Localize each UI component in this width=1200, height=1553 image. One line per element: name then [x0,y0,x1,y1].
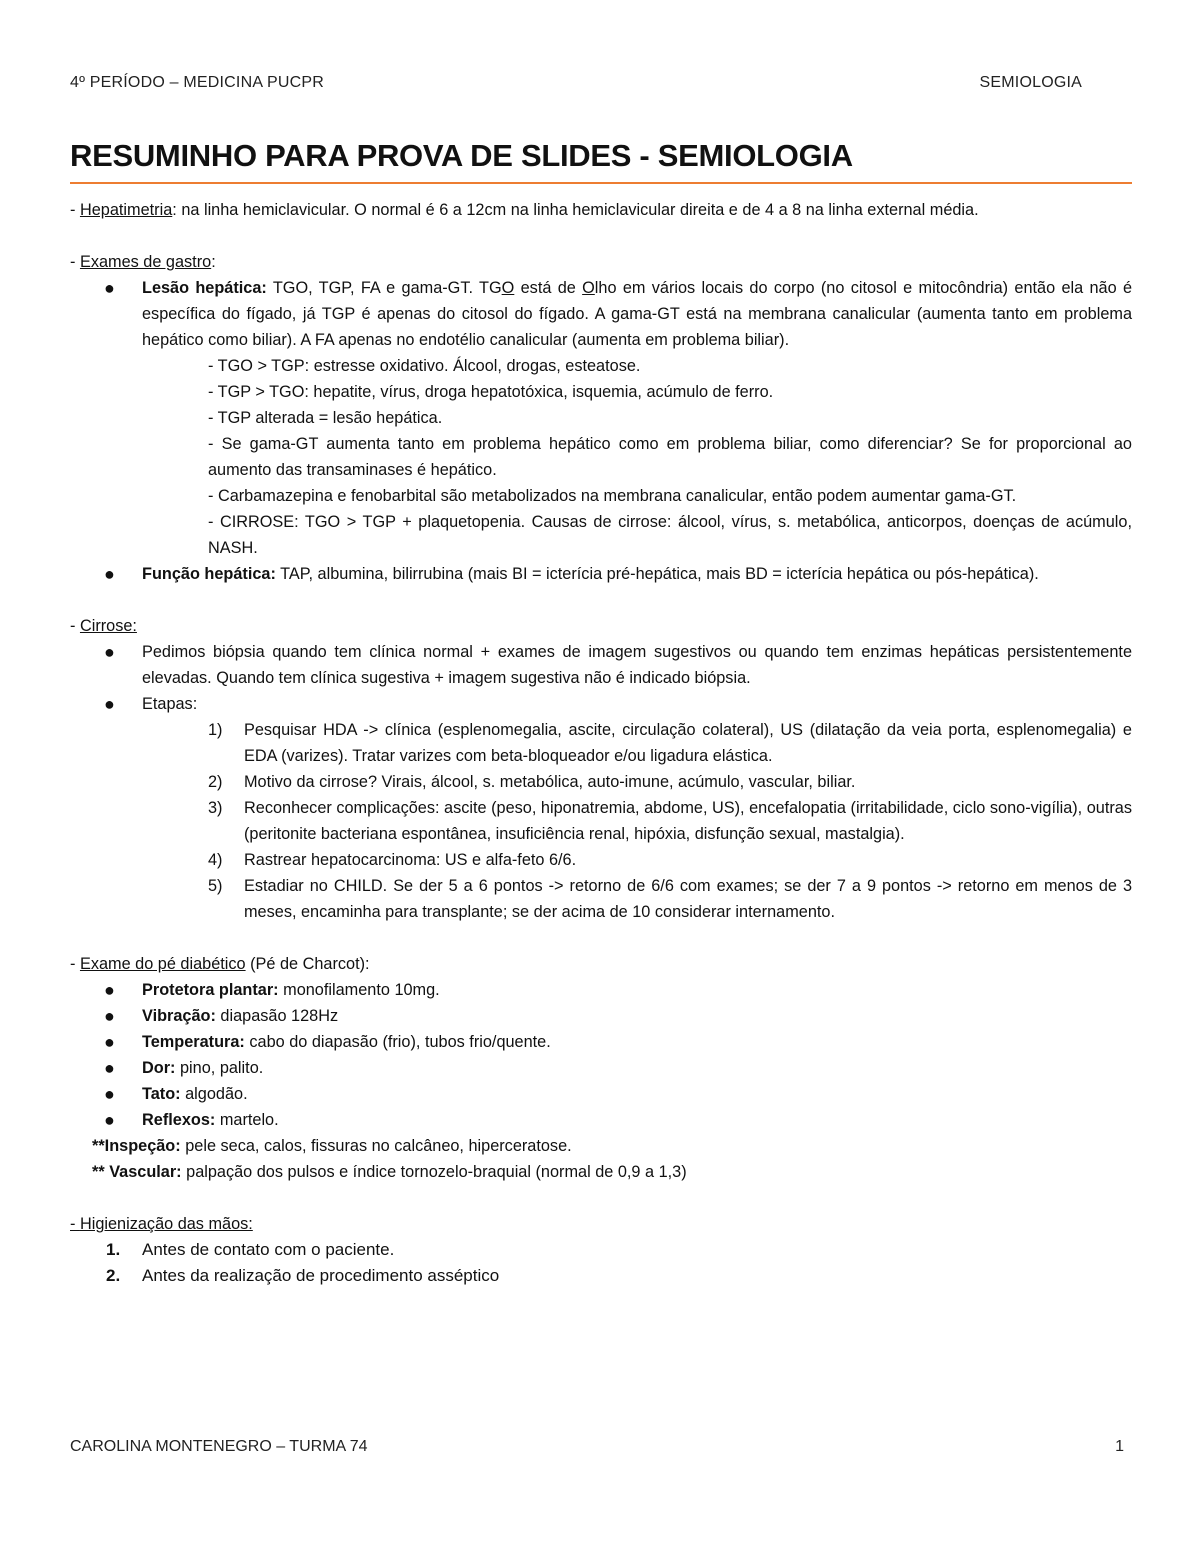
hepatimetria-paragraph: - Hepatimetria: na linha hemiclavicular. O normal é 6 a 12cm na linha hemiclavicular direita e de 4 a 8 na linha external média. [70,201,979,219]
vascular-note: ** Vascular: palpação dos pulsos e índice tornozelo-braquial (normal de 0,9 a 1,3) [92,1163,687,1181]
higienizacao-heading: - Higienização das mãos: [70,1215,253,1233]
list-item: ● Dor: pino, palito. [70,1055,1132,1081]
header-right: SEMIOLOGIA [979,74,1082,91]
bullet-icon: ● [104,278,115,298]
footer-author: CAROLINA MONTENEGRO – TURMA 74 [70,1438,368,1455]
list-item: ● Função hepática: TAP, albumina, bilirrubina (mais BI = icterícia pré-hepática, mais BD = icterícia hepática ou pós-hepática). [70,561,1132,587]
sub-item: - TGP > TGO: hepatite, vírus, droga hepatotóxica, isquemia, acúmulo de ferro. [208,383,774,401]
inspecao-note: **Inspeção: pele seca, calos, fissuras no calcâneo, hiperceratose. [92,1137,572,1155]
list-item: ● Temperatura: cabo do diapasão (frio), tubos frio/quente. [70,1029,1132,1055]
list-item: ● Vibração: diapasão 128Hz [70,1003,1132,1029]
sub-item: - TGP alterada = lesão hepática. [208,409,443,427]
pe-diabetico-heading: - Exame do pé diabético (Pé de Charcot): [70,955,370,973]
numbered-item: 4) Rastrear hepatocarcinoma: US e alfa-feto 6/6. [208,851,577,869]
numbered-item: 1) Pesquisar HDA -> clínica (esplenomegalia, ascite, circulação colateral), US (dilatação da veia porta, esplenomegalia) e EDA (varizes). Tratar varizes com beta-bloqueador e/ou ligadura elástica. [208,721,1132,765]
numbered-item: 1. Antes de contato com o paciente. [106,1240,395,1259]
cirrose-heading: - Cirrose: [70,617,137,635]
list-item: ● Protetora plantar: monofilamento 10mg. [70,977,1132,1003]
bullet-icon: ● [104,1032,115,1052]
numbered-item: 2) Motivo da cirrose? Virais, álcool, s. metabólica, auto-imune, acúmulo, vascular, biliar. [208,773,856,791]
gastro-heading: - Exames de gastro: [70,253,216,271]
bullet-icon: ● [104,980,115,1000]
bullet-icon: ● [104,1006,115,1026]
title-divider [70,182,1132,184]
sub-item: - CIRROSE: TGO > TGP + plaquetopenia. Causas de cirrose: álcool, vírus, s. metabólica, anticorpos, doenças de acúmulo, NASH. [208,513,1132,557]
bullet-icon: ● [104,1110,115,1130]
bullet-icon: ● [104,1084,115,1104]
list-item: ● Lesão hepática: TGO, TGP, FA e gama-GT. TGO está de Olho em vários locais do corpo (no citosol e mitocôndria) então ela não é específica do fígado, já TGP é apenas do citosol do fígado. A gama-GT está na membrana canalicular (aumenta tanto em problema hepático como biliar). A FA apenas no endotélio canalicular (aumenta em problema biliar). [70,275,1132,353]
bullet-icon: ● [104,1058,115,1078]
numbered-item: 5) Estadiar no CHILD. Se der 5 a 6 pontos -> retorno de 6/6 com exames; se der 7 a 9 pontos -> retorno em menos de 3 meses, encaminha para transplante; se der acima de 10 considerar internamento. [208,877,1132,921]
sub-item: - TGO > TGP: estresse oxidativo. Álcool, drogas, esteatose. [208,357,641,375]
bullet-icon: ● [104,564,115,584]
bullet-icon: ● [104,694,115,714]
header-left: 4º PERÍODO – MEDICINA PUCPR [70,74,324,91]
hepatimetria-label: Hepatimetria [79,201,173,219]
list-item: ● Etapas: [70,691,1132,717]
sub-item: - Se gama-GT aumenta tanto em problema hepático como em problema biliar, como diferenciar? Se for proporcional ao aumento das transaminases é hepático. [208,435,1132,479]
sub-item: - Carbamazepina e fenobarbital são metabolizados na membrana canalicular, então podem aumentar gama-GT. [208,487,1017,505]
list-item: ● Tato: algodão. [70,1081,1132,1107]
document-body [70,197,1132,1289]
bullet-icon: ● [104,642,115,662]
numbered-item: 3) Reconhecer complicações: ascite (peso, hiponatremia, abdome, US), encefalopatia (irritabilidade, ciclo sono-vigília), outras (peritonite bacteriana espontânea, insuficiência renal, hipóxia, disfunção sexual, mastalgia). [208,799,1132,843]
numbered-item: 2. Antes da realização de procedimento asséptico [106,1266,500,1285]
page-title: RESUMINHO PARA PROVA DE SLIDES - SEMIOLOGIA [70,138,853,173]
page-number: 1 [1115,1438,1124,1455]
list-item: ● Pedimos biópsia quando tem clínica normal + exames de imagem sugestivos ou quando tem enzimas hepáticas persistentemente elevadas. Quando tem clínica sugestiva + imagem sugestiva não é indicado biópsia. [70,639,1132,691]
list-item: ● Reflexos: martelo. [70,1107,1132,1133]
